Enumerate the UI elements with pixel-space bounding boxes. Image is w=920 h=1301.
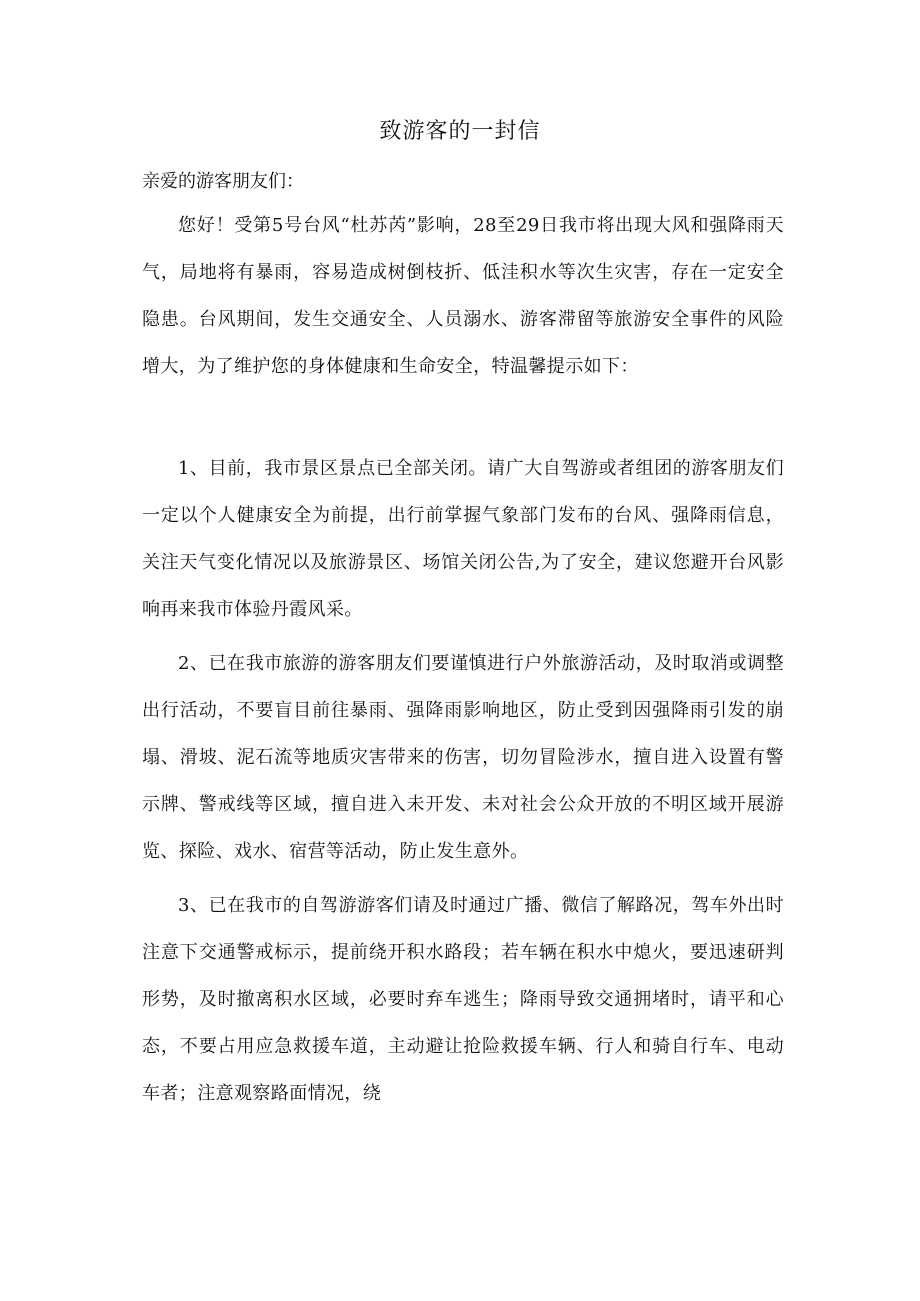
page-title: 致游客的一封信: [379, 119, 541, 144]
salutation: 亲爱的游客朋友们：: [142, 171, 304, 192]
paragraph-3: 3、已在我市的自驾游游客们请及时通过广播、微信了解路况，驾车外出时注意下交通警戒标示，提前绕开积水路段；若车辆在积水中熄火，要迅速研判形势，及时撤离积水区域，必要时弃车逃生；降雨导致交通拥堵时，请平和心态，不要占用应急救援车道，主动避让抢险救援车辆、行人和骑自行车、电动车者；注意观察路面情况，绕: [142, 895, 784, 1104]
paragraph-1: 1、目前，我市景区景点已全部关闭。请广大自驾游或者组团的游客朋友们一定以个人健康安全为前提，出行前掌握气象部门发布的台风、强降雨信息，关注天气变化情况以及旅游景区、场馆关闭公告,为了安全，建议您避开台风影响再来我市体验丹霞风采。: [142, 458, 784, 620]
paragraph-2: 2、已在我市旅游的游客朋友们要谨慎进行户外旅游活动，及时取消或调整出行活动，不要盲目前往暴雨、强降雨影响地区，防止受到因强降雨引发的崩塌、滑坡、泥石流等地质灾害带来的伤害，切勿冒险涉水，擅自进入设置有警示牌、警戒线等区域，擅自进入未开发、未对社会公众开放的不明区域开展游览、探险、戏水、宿营等活动，防止发生意外。: [142, 653, 784, 862]
paragraph-intro: 您好！受第5号台风“杜苏芮”影响，28至29日我市将出现大风和强降雨天气，局地将有暴雨，容易造成树倒枝折、低洼积水等次生灾害，存在一定安全隐患。台风期间，发生交通安全、人员溺水、游客滞留等旅游安全事件的风险增大，为了维护您的身体健康和生命安全，特温馨提示如下：: [142, 215, 784, 377]
